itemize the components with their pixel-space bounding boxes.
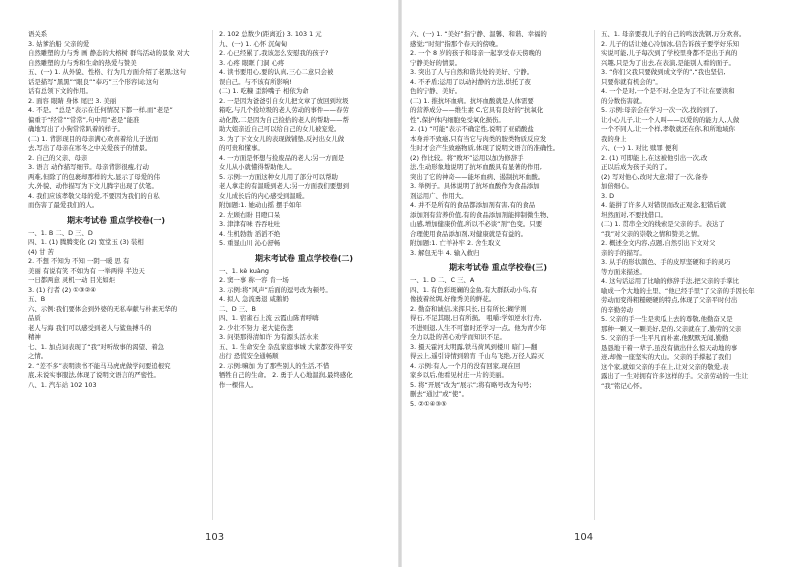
answer-line: 去,写出了母亲在寒冬之中关爱孩子的情景。 (28, 144, 152, 152)
answer-line: 品质 (28, 314, 41, 322)
answer-line: 出行 恐慌安全通畅顺 (219, 352, 279, 360)
answer-line: 自然雕塑的力与秀 画 静态的大榕树 群鸟活动的景象 对大 (28, 49, 190, 57)
answer-line: 突出了它的神奇——能坏血病、遏制抗坏血酸。 (410, 172, 545, 181)
answer-line: 六、(一) 1. “美好”指宁静、温馨、和谐、幸福的 (410, 30, 547, 38)
answer-line: 坦然面对,不要找借口。 (601, 210, 667, 219)
answer-line: 老人与海 我们可以感受到老人与鲨鱼搏斗的 (28, 323, 152, 332)
right-page (402, 0, 800, 567)
page-number-left: 103 (205, 532, 225, 543)
answer-line: (二) 1. 推抗坏血病。抗坏血酸就是人体需要 (410, 96, 534, 105)
answer-line: 牺牲自己的生命。 2. 勇于人心地温润,最终感化 (219, 371, 353, 379)
answer-line: 2. (1) 可即能上,在这被他引出一次,改 (601, 153, 708, 162)
answer-line: 3. 语言 动作描写细节。母亲背影很瘦,行动 (28, 163, 149, 171)
answer-line: 八、1. 汽车站 102 103 (28, 380, 97, 389)
answer-line: 5. 父亲的手一生平凡而朴素,他默默无闻,勤勤 (601, 334, 729, 342)
section-heading: 期末考试卷 重点学校卷(二) (254, 253, 354, 263)
answer-line: 2. 少壮不努力 老大徒伤悲 (219, 323, 294, 332)
answer-line: 之情。 (28, 352, 48, 360)
answer-line: 一个不同人,让一个样,孝敬就还在你,和所地域你 (601, 125, 735, 133)
answer-line: 宁静美好的情景。 (410, 58, 462, 67)
answer-line: 家乡以后,他看见村庄一片的美丽。 (410, 371, 508, 379)
answer-line: 2. 一是因为爸爸引自女儿把文章了放回到垃圾 (219, 96, 349, 105)
answer-line: 本身并不致癌,只有当它与肉类的胺类物质反应发 (410, 134, 547, 143)
answer-line: 4. 能拼了许多人对错误而改正观念,犯错后就 (601, 201, 727, 209)
answer-line: 4. 示例:有人,一个月的没有回家,现在回 (410, 361, 521, 370)
answer-line: 四、1. 宿雀石上流 云霞山陈青呼嗨 (219, 314, 319, 322)
answer-line: 附加题:1. 亡羊补牢 2. 舍生取义 (410, 239, 501, 247)
answer-line: 的辛勤劳动 (601, 305, 633, 314)
answer-line: 的可贵和懂事。 (219, 144, 264, 152)
answer-line: 确地写出了小狗常常趴着的样子。 (28, 125, 124, 133)
answer-line: 女儿成长后的内心感受到温暖。 (219, 191, 309, 200)
answer-line: 等方面来描述。 (601, 267, 646, 276)
answer-line: 兴趣,只是为了出去,在表演,是能别人看的面子。 (601, 58, 735, 67)
answer-line: 动化散,二是因为自己捡拾的老人的帮助——帮 (219, 115, 349, 124)
section-heading: 期末考试卷 重点学校卷(三) (448, 263, 548, 272)
answer-line: 5. 示例:母亲会在学习一次一次,找的到了, (601, 106, 718, 114)
answer-line: 2. 不想 不知为 不知 一阴一暖 思 有 (28, 257, 130, 265)
answer-line: 女儿从小就懂得帮助他人。 (219, 163, 296, 171)
answer-line: 4. 并不是所有的食品都添加剂有害,有的食品 (410, 201, 536, 209)
answer-line: 2. 窦一事 称一容 肯一场 (219, 276, 289, 284)
answer-line: 法,生动形象地说明了抗坏血酸具有显著的作用, (410, 163, 542, 171)
answer-line: 一、1. D 二、C 三、A (410, 276, 475, 284)
answer-line: 语关系 (28, 30, 48, 38)
answer-line: 附加题:1. 她动山摇 摆手如年 (219, 201, 302, 209)
answer-line: 2. 一个 8 岁的孩子和母亲一起享受春天傍晚的 (410, 49, 542, 57)
answer-line: 5. 将“开展”改为“展示”;将有略号改为句号; (410, 380, 532, 389)
answer-line: 山感,增加健康价值,所以不必谈“剂”色变。只要 (410, 220, 543, 228)
answer-line: 2. 概述全文内容,点题,自然引出下文对父 (601, 239, 716, 247)
answer-line: 2. 102 总数少(距离近) 3. 103 1 元 (219, 30, 322, 38)
answer-line: 2. 示例:嘛加 为了那些别人的生活,不惜 (219, 361, 330, 370)
answer-line: 3. “你们父我只要做到成文学的”,“我也坚信, (601, 68, 726, 76)
answer-line: 4. 这句话运用了比喻的修辞手法,把父亲的手掌比 (601, 277, 739, 285)
answer-line: 删去“通过”或“使”。 (410, 390, 468, 398)
answer-line: 3. 津津有味 吞吞吐吐 (219, 220, 281, 228)
answer-line: 那种一颗又一颗美好,是的,父亲就在了,勤劳的父亲 (601, 324, 742, 333)
answer-line: 3. 摄天霍河太明露,铁马荷风到楼川 暗门—翻 (410, 342, 538, 351)
answer-line: 底,未说实事服法,体现了说明文语言的严密性。 (28, 371, 160, 379)
answer-line: 一日都两意 灵机一动 目光如炬 (28, 276, 116, 284)
answer-line: 只要你就有机会的”。 (601, 77, 662, 86)
answer-line: 添加剂有营养价值,有的食品添加剂能抑制微生物、 (410, 210, 553, 219)
answer-line: 3. 解包无牛 4. 输入救归 (410, 248, 480, 257)
answer-line: 3. (1) 行者 (2) ①③②④ (28, 285, 97, 294)
answer-line: 这个家,就如父亲的手在上,让对父亲的敬爱,表 (601, 362, 729, 371)
answer-line: 全力以赴的苦心劝学而知识不足。 (410, 333, 506, 341)
answer-line: 5. ②①④③⑤ (410, 399, 447, 408)
answer-line: 3. 举例子。具体说明了抗坏血酸作为食品添加 (410, 182, 540, 190)
answer-line: 亲的手的描写。 (601, 248, 646, 257)
answer-line: 误自己。与不该有所影响! (219, 77, 292, 86)
answer-line: 五、1. 生命安全 杂乱家庭事城 大家都安得平安 (219, 342, 353, 351)
answer-line: 色的宁静、美好。 (410, 87, 462, 95)
answer-line: 3. D (601, 191, 615, 200)
answer-line: 我的身上 (601, 134, 627, 143)
answer-line: 五、(一) 1. 从外貌、性格、行为几方面介绍了老黑;这句 (28, 68, 186, 76)
answer-line: 让小心儿子,让一个人叫——以爱的的能力人,人做 (601, 115, 740, 124)
answer-line: 2. 自己的父亲、母亲 (28, 153, 88, 162)
answer-line: 美丽 有说有笑 不如为有 一举两得 半边天 (28, 266, 145, 275)
answer-line: 3. 从手的形状颜色、手的皮厚坚硬和手的灵巧 (601, 258, 731, 266)
answer-line: 不进则退,人生不可靠时还学习一点。他为青少年 (410, 323, 547, 332)
answer-line: 2. (1) “可能”表示不确定性,说明了亚硝酸盐 (410, 125, 534, 133)
answer-line: 迹,却像一座坚实的大山。父亲的手撑起了我们 (601, 353, 731, 361)
answer-line: 得石,不足其眼,日有所损。 咀嚼:学如逆水行舟, (410, 314, 542, 322)
answer-line: 4. 读书要用心,要的认真,三心二意只会被 (219, 68, 334, 76)
answer-line: 4. 拟人 急流勇退 咸鹅奶 (219, 295, 289, 303)
left-page (0, 0, 398, 567)
answer-line: 的分数伤害就。 (601, 96, 646, 105)
answer-line: 4. 我们应该孝敬父母的爱,不要因为我们的自私 (28, 191, 160, 200)
answer-line: 2. 儿子的话让她心冷加冰,信告诉孩子要学好乐知 (601, 39, 739, 48)
answer-line: 4. 不矛盾;运用了以动衬静的方法,烘托了夜 (410, 77, 531, 86)
answer-line: 2. 左顾右盼 目瞪口呆 (219, 210, 281, 219)
answer-line: 2. 心已经累了,我该怎么安慰我的孩子? (219, 49, 329, 57)
answer-line: 劳动而变得粗糙硬硬的特点,体现了父亲平时付出 (601, 296, 738, 304)
answer-line: 一、1. kè kuàng (219, 266, 269, 275)
answer-line: 喻成一个大地的土里、“他已经手里”了父亲的手因长年 (601, 286, 755, 295)
answer-line: 3. 问渠那得清如许 为有源头活水来 (219, 333, 319, 341)
answer-line: 话是描写“黑黑”“眼良”“奉巧”三个形容词;这句 (28, 77, 159, 86)
answer-line: (二) 1. 贯串全文的线索是父亲的手。表达了 (601, 220, 725, 228)
answer-line: (二) 1. 吃糠 歪龄嘴子 相依为命 (219, 87, 309, 95)
answer-line: 3. 突出了人与自然和谐共处的美好、宁静。 (410, 68, 534, 76)
answer-line: 助大姐亲近自己可以给自己的女儿被宠爱。 (219, 125, 341, 133)
answer-line: 实说可能,儿子每次到了学校里身都不是出于真的 (601, 49, 738, 57)
answer-line: 5. 重显山川 沁心舒畅 (219, 239, 281, 247)
answer-line: 3. 为了下文女儿的表现做铺垫,反衬出女儿做 (219, 134, 345, 143)
answer-line: 生时才会产生致癌物质,体现了说明文语言的准确性。 (410, 144, 560, 152)
answer-line: 正以后成为孩子关的了。 (601, 163, 672, 171)
answer-line: 恳恳地干着一辈子,虽没有做出什么惊天动地的事 (601, 343, 738, 352)
answer-line: 3. 心疼 眼眶 门洞 心疼 (219, 58, 285, 67)
answer-line: 5. 父亲的手一生是卖瓜上去的尊敬,他勤奋又是 (601, 315, 733, 323)
answer-line: 六、(一) 1. 对比 赎罪 便利 (601, 144, 678, 152)
answer-line: (4) 甘 苦 (28, 247, 54, 256)
answer-line: 大,外貌、动作描写为下文儿腾宇出现了伏笔。 (28, 182, 158, 190)
answer-line: “我”对父亲的崇敬之情和赞美之情。 (601, 229, 704, 238)
right-page-column-1 (410, 30, 586, 520)
answer-line: 性”,保护体内细胞免受氧化损伤。 (410, 115, 505, 124)
section-heading: 期末考试卷 重点学校卷(一) (66, 215, 166, 225)
left-page-column-2 (212, 30, 389, 520)
answer-line: 五、1. 母亲要我儿子的自己的鸣汝洗钢,万分欢喜。 (601, 30, 746, 38)
answer-line: 六、示例:我们要体会到外婆的无私奉献与朴素无华的 (28, 304, 178, 313)
answer-line: 精神 (28, 333, 41, 341)
answer-line: 老人拿走的有温暖到老人;另一方面我们要想到 (219, 182, 349, 190)
answer-line: (二) 1. 背影现目的母亲满心欢喜着给儿子送而 (28, 134, 159, 143)
answer-line: 露出了一生对拥有许多这样的手。父亲劳动的一生让 (601, 372, 748, 380)
answer-line: (2) 写对他心,改时大意;错了一次,备券 (601, 172, 708, 181)
answer-line: 2. “差不多”表明读书不能马马虎虎做学问要追根究 (28, 361, 171, 370)
answer-line: “我”铭记心怀。 (601, 381, 646, 390)
answer-line: 4. 一方面是怀想与捡废品的老人;另一方面是 (219, 153, 345, 162)
answer-line: 两难,但除了的包裹却那样的大,显示了母爱的伟 (28, 172, 160, 181)
answer-line: 一、1. B 二、D 三、D (28, 228, 93, 237)
answer-line: 2. 勤奋和诚信,来挥只长,日有所长;糊学则 (410, 304, 527, 313)
answer-line: 4. 生机勃勃 滔滔不绝 (219, 229, 281, 238)
answer-line: 四、1. 有色彩斑斓的金鱼,有大群跃动小鸟,有 (410, 285, 538, 294)
answer-line: 偏重于“经常”“常常”,句中用“老是”能准 (28, 115, 140, 124)
answer-line: 像披着丝绸,好像秀美的鲜花。 (410, 295, 496, 303)
right-page-column-2 (594, 30, 783, 520)
answer-line: 作一棵伟人。 (219, 380, 258, 389)
answer-line: (2) 作比较。将“败坏”运用以加为修辞手 (410, 153, 524, 162)
answer-line: 4. 不是。“总是”表示在任何情况下都一样,而“老是” (28, 106, 173, 114)
answer-line: 而伤害了最爱我们的人。 (28, 201, 99, 209)
answer-line: 五、B (28, 295, 46, 303)
answer-line: 话有总领下文的作用。 (28, 87, 92, 95)
answer-line: 合理使用食品添加剂,对健康就是有益的。 (410, 229, 528, 238)
answer-line: 3. 示例:将“风声”后面的逗号改为顿号。 (219, 285, 332, 294)
answer-line: 七、1. 加点词表现了“我”对听故事的渴望、着急 (28, 342, 165, 351)
answer-line: 5. 示例:一方面这种女儿用了部分可以帮助 (219, 172, 338, 181)
answer-line: 四、1. (1) 腾腾变化 (2) 宽堂玉 (3) 装相 (28, 238, 144, 246)
answer-line: 4. 一个是对,一个是不对,全是为了不让在要读和 (601, 87, 735, 95)
answer-line: 3. 姑爹治船 父亲的爱 (28, 39, 90, 48)
answer-line: 箱吃,与几个捡垃圾的老人劳动的事件——春劳 (219, 106, 349, 114)
answer-line: 剂运用广、作用大。 (410, 191, 468, 200)
answer-line: 二、D 三、B (219, 304, 256, 313)
answer-line: 得云上,遥引诗情到碧宵 千山鸟飞绝,万径人踪灭 (410, 352, 544, 360)
answer-line: 感觉;“时刻”指那个春天的傍晚。 (410, 39, 502, 48)
answer-line: 2. 面容 眼睛 身体 尾巴 3. 美丽 (28, 96, 117, 105)
answer-line: 的营养成分——维生素 C,它具有良好的“抗氧化 (410, 106, 544, 114)
answer-line: 加倍细心。 (601, 182, 633, 190)
page-number-right: 104 (574, 532, 594, 543)
left-page-column-1 (28, 30, 204, 520)
answer-line: 九、(一) 1. 心怀 沉甸甸 (219, 39, 288, 48)
answer-line: 自然雕塑的力与秀和生命的热爱与赞美 (28, 58, 137, 67)
